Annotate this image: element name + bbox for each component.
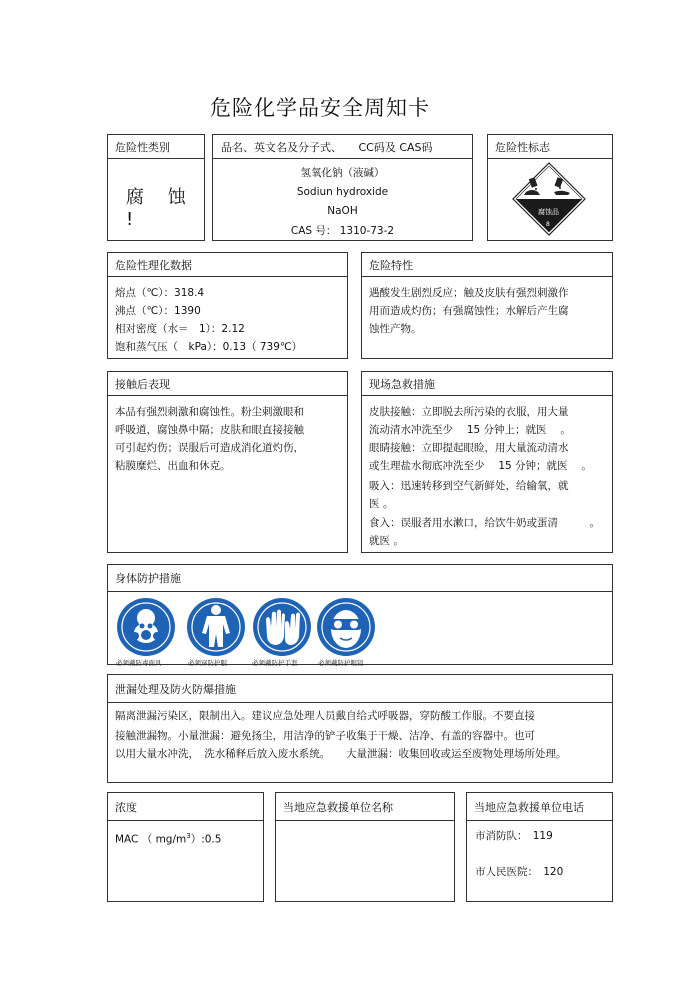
physchem-box	[107, 252, 348, 359]
ppe-caption: 必须戴防护眼镜	[318, 659, 364, 667]
safety-goggles-icon	[316, 597, 376, 657]
english-name: Sodiun hydroxide	[296, 186, 389, 198]
mac-prefix: MAC （ mg/m	[115, 833, 187, 846]
gas-mask-icon	[116, 597, 176, 657]
hazard-properties-line: 蚀性产物。	[369, 323, 422, 335]
first-aid-box	[361, 371, 613, 553]
product-name-header: 品名、英文名及分子式、 CC码及 CAS码	[213, 135, 472, 159]
fire-brigade-phone: 市消防队： 119	[475, 830, 553, 842]
spill-handling-header: 泄漏处理及防火防爆措施	[108, 675, 612, 703]
melting-point: 熔点（℃）：318.4	[115, 287, 205, 299]
first-aid-line: 流动清水冲洗至少 15 分钟上；就医 。	[369, 424, 571, 436]
concentration-header: 浓度	[108, 793, 263, 821]
physchem-header: 危险性理化数据	[108, 253, 347, 277]
vapor-pressure: 饱和蒸气压（ kPa）：0.13（ 739℃）	[115, 341, 303, 353]
first-aid-line: 就医 。	[369, 535, 404, 547]
hazard-sign-label: 腐蚀品	[538, 208, 559, 216]
exposure-line: 可引起灼伤；误服后可造成消化道灼伤，	[115, 442, 304, 454]
protective-gloves-icon	[252, 597, 312, 657]
mac-value	[115, 827, 221, 849]
spill-handling-line: 接触泄漏物。小量泄漏：避免扬尘，用洁净的铲子收集于干燥、洁净、有盖的容器中。也可	[115, 730, 535, 742]
exposure-line: 呼吸道，腐蚀鼻中隔；皮肤和眼直接接触	[115, 424, 304, 436]
exposure-box	[107, 371, 348, 553]
hazard-sign-box	[487, 134, 613, 241]
boiling-point: 沸点（℃）：1390	[115, 305, 201, 317]
spill-handling-line: 隔离泄漏污染区，限制出入。建议应急处理人员戴自给式呼吸器，穿防酸工作服。不要直接	[115, 710, 535, 722]
molecular-formula: NaOH	[327, 205, 358, 217]
exposure-header: 接触后表现	[108, 372, 347, 396]
spill-handling-box	[107, 674, 613, 783]
body-protection-box	[107, 564, 613, 665]
first-aid-line: 眼睛接触：立即提起眼睑，用大量流动清水	[369, 442, 569, 454]
spill-handling-line: 以用大量水冲洗， 洗水稀释后放入废水系统。 大量泄漏：收集回收或运至废物处理场所处理。	[115, 748, 567, 760]
protective-suit-icon	[186, 597, 246, 657]
first-aid-line: 吸入：迅速转移到空气新鲜处，给输氧，就	[369, 480, 569, 492]
relative-density: 相对密度（水＝ 1）：2.12	[115, 323, 245, 335]
rescue-unit-box	[275, 792, 455, 902]
exposure-line: 粘膜糜烂、出血和休克。	[115, 460, 231, 472]
exposure-line: 本品有强烈刺激和腐蚀性。粉尘刺激眼和	[115, 406, 304, 418]
mac-sup: 3	[186, 832, 191, 840]
first-aid-line: 医 。	[369, 498, 394, 510]
hazard-properties-line: 遇酸发生剧烈反应；触及皮肤有强烈刺激作	[369, 287, 569, 299]
hazard-properties-box	[361, 252, 613, 359]
hazard-properties-line: 用而造成灼伤；有强腐蚀性；水解后产生腐	[369, 305, 569, 317]
hazard-sign-number: 8	[546, 221, 550, 228]
hazard-class-header: 危险性类别	[108, 135, 204, 159]
ppe-caption: 必须戴防毒面具	[116, 659, 162, 667]
hazard-sign-header: 危险性标志	[488, 135, 612, 159]
hazard-class-box	[107, 134, 205, 241]
ppe-sign-strip	[114, 595, 380, 665]
ppe-caption: 必须穿防护服	[188, 659, 227, 667]
chinese-name: 氢氧化钠（液碱）	[300, 167, 385, 179]
hospital-phone: 市人民医院： 120	[475, 866, 564, 878]
ppe-caption: 必须戴防护手套	[252, 659, 298, 667]
first-aid-line: 皮肤接触：立即脱去所污染的衣服，用大量	[369, 406, 569, 418]
first-aid-line: 或生理盐水彻底冲洗至少 15 分钟；就医 。	[369, 460, 592, 472]
product-name-box	[212, 134, 473, 241]
mac-suffix: ）:0.5	[190, 833, 222, 846]
page-title: 危险化学品安全周知卡	[210, 96, 430, 120]
first-aid-header: 现场急救措施	[362, 372, 612, 396]
hazard-class-value: 腐 蚀 !	[126, 187, 195, 230]
body-protection-header: 身体防护措施	[108, 565, 612, 592]
rescue-phone-box	[466, 792, 613, 902]
first-aid-line: 食入：误服者用水漱口，给饮牛奶或蛋清 。	[369, 517, 600, 529]
hazard-properties-header: 危险特性	[362, 253, 612, 277]
rescue-phone-header: 当地应急救援单位电话	[467, 793, 612, 821]
rescue-unit-header: 当地应急救援单位名称	[276, 793, 454, 821]
concentration-box	[107, 792, 264, 902]
cas-number: CAS 号： 1310-73-2	[290, 225, 395, 237]
